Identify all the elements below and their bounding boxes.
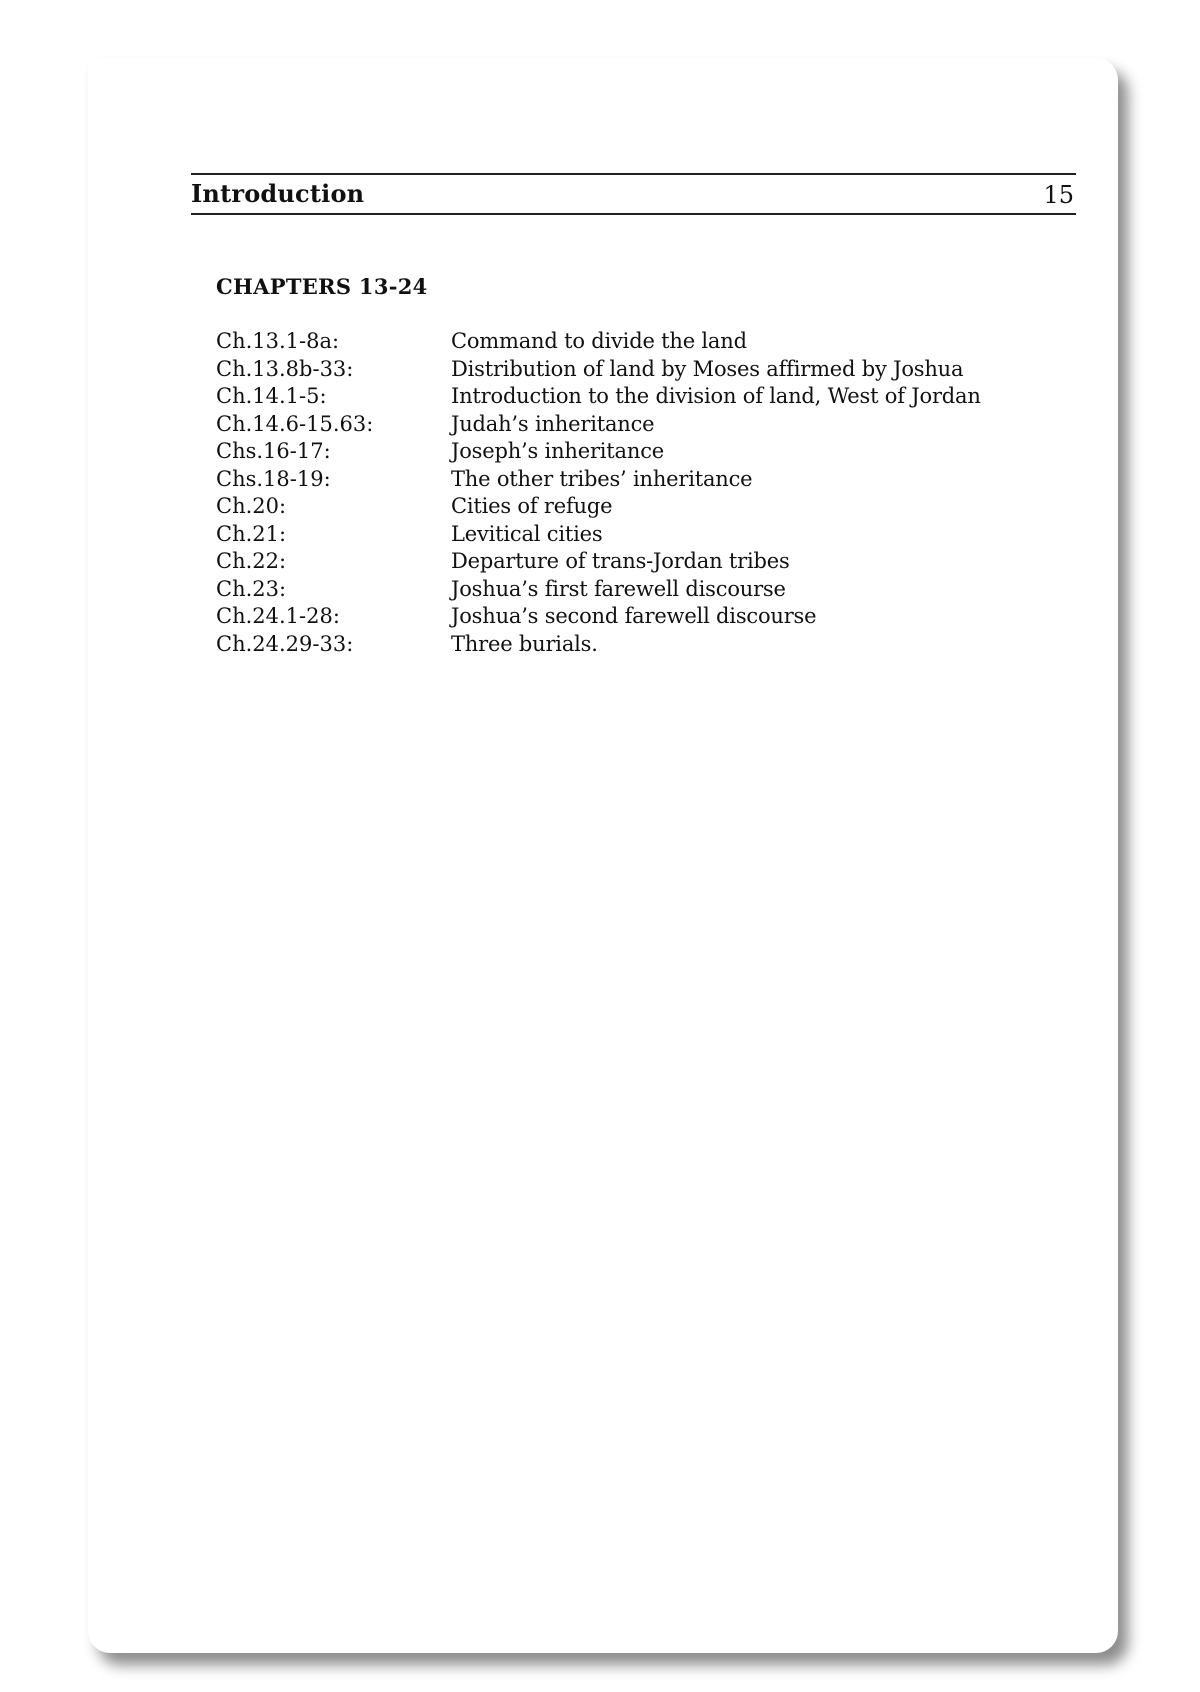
section-heading: CHAPTERS 13-24 bbox=[216, 274, 428, 299]
list-item bbox=[216, 356, 1076, 384]
chapter-reference: Ch.14.1-5: bbox=[216, 384, 327, 408]
chapter-reference: Chs.18-19: bbox=[216, 466, 331, 491]
list-item bbox=[216, 548, 1076, 576]
list-item bbox=[216, 466, 1076, 494]
chapter-reference: Ch.24.29-33: bbox=[216, 631, 354, 656]
chapter-list bbox=[216, 328, 1076, 658]
chapter-description: Introduction to the division of land, West of Jordan bbox=[451, 384, 981, 408]
list-item bbox=[216, 603, 1076, 631]
chapter-description: Departure of trans-Jordan tribes bbox=[451, 549, 790, 573]
list-item bbox=[216, 383, 1076, 411]
chapter-description: Joseph’s inheritance bbox=[451, 439, 664, 463]
chapter-description: Joshua’s second farewell discourse bbox=[451, 604, 817, 628]
chapter-reference: Ch.24.1-28: bbox=[216, 604, 340, 628]
chapter-description: Three burials. bbox=[451, 631, 598, 656]
chapter-description: Joshua’s first farewell discourse bbox=[451, 576, 786, 601]
chapter-reference: Ch.23: bbox=[216, 576, 287, 601]
list-item bbox=[216, 631, 1076, 659]
chapter-description: Command to divide the land bbox=[451, 329, 747, 353]
chapter-description: Judah’s inheritance bbox=[451, 411, 655, 436]
running-title: Introduction bbox=[191, 179, 365, 208]
list-item bbox=[216, 576, 1076, 604]
list-item bbox=[216, 521, 1076, 549]
list-item bbox=[216, 438, 1076, 466]
chapter-description: Distribution of land by Moses affirmed by Joshua bbox=[451, 356, 964, 381]
list-item bbox=[216, 411, 1076, 439]
chapter-description: The other tribes’ inheritance bbox=[451, 466, 753, 491]
chapter-reference: Ch.22: bbox=[216, 549, 287, 573]
chapter-reference: Ch.14.6-15.63: bbox=[216, 411, 374, 436]
chapter-reference: Chs.16-17: bbox=[216, 439, 331, 463]
running-header bbox=[191, 173, 1076, 215]
chapter-reference: Ch.20: bbox=[216, 494, 287, 518]
chapter-reference: Ch.21: bbox=[216, 521, 287, 546]
chapter-reference: Ch.13.8b-33: bbox=[216, 356, 354, 381]
list-item bbox=[216, 493, 1076, 521]
list-item bbox=[216, 328, 1076, 356]
chapter-description: Levitical cities bbox=[451, 521, 603, 546]
document-page bbox=[88, 58, 1118, 1653]
chapter-description: Cities of refuge bbox=[451, 494, 613, 518]
page-number: 15 bbox=[1043, 181, 1074, 209]
chapter-reference: Ch.13.1-8a: bbox=[216, 329, 340, 353]
